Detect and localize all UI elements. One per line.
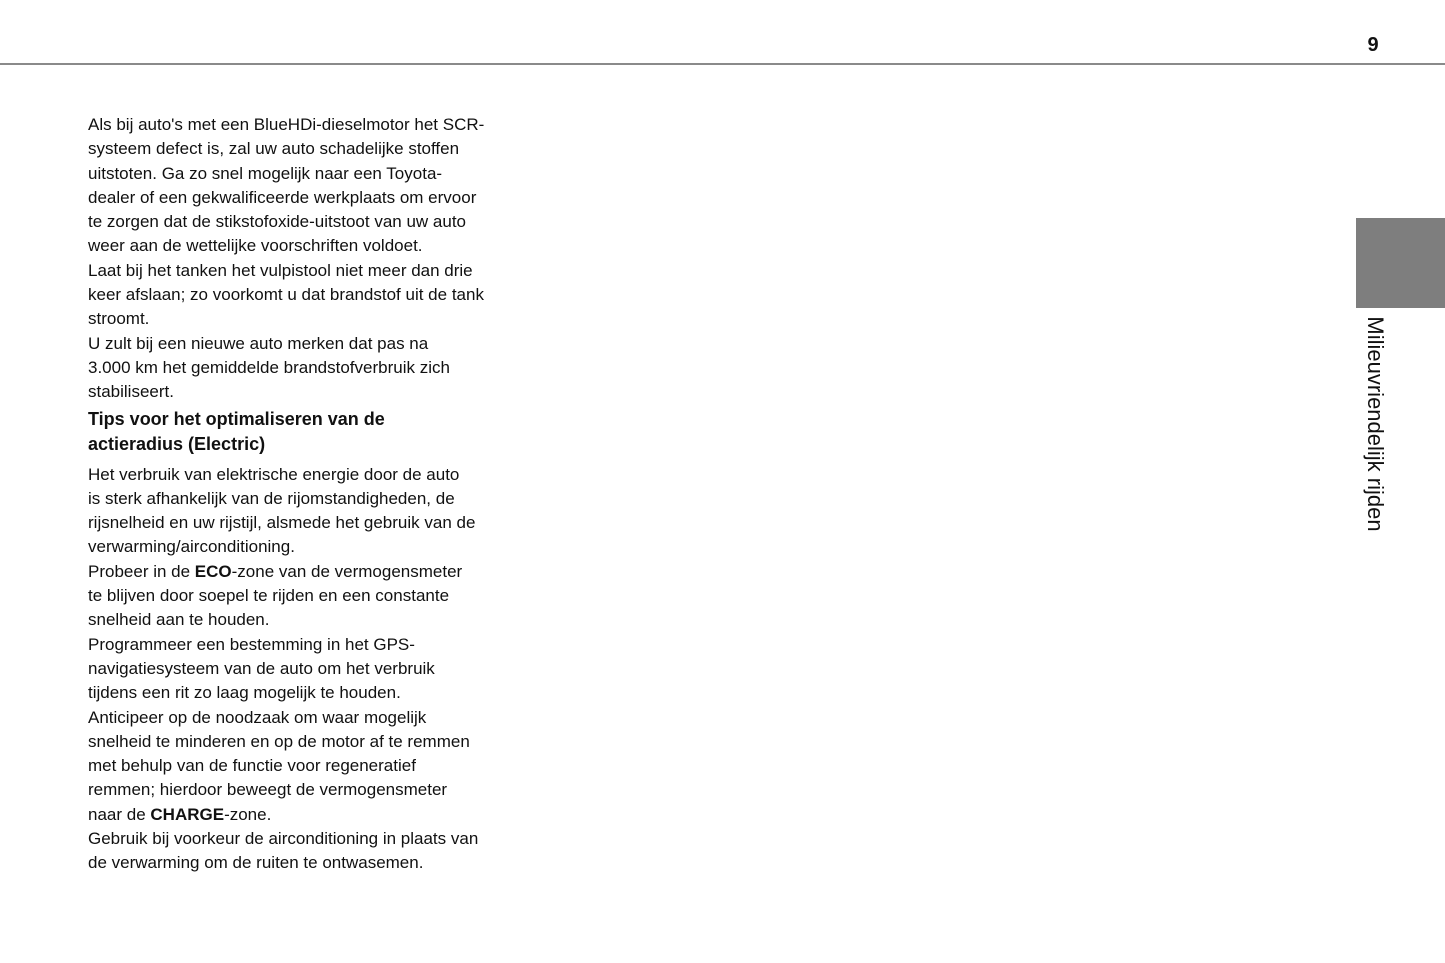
text-line: uitstoten. Ga zo snel mogelijk naar een Toyota- bbox=[88, 163, 443, 183]
text-line: te blijven door soepel te rijden en een constante bbox=[88, 586, 450, 606]
eco-term: ECO bbox=[194, 561, 232, 581]
text-line: de verwarming om de ruiten te ontwasemen. bbox=[88, 853, 424, 873]
text-line bbox=[88, 803, 498, 827]
text-line: te zorgen dat de stikstofoxide-uitstoot van uw auto bbox=[88, 212, 467, 232]
text-line: Laat bij het tanken het vulpistool niet meer dan drie bbox=[88, 260, 473, 280]
paragraph-regenerative-braking bbox=[88, 706, 498, 827]
main-content bbox=[88, 113, 498, 876]
text-line: Het verbruik van elektrische energie door de auto bbox=[88, 464, 460, 484]
charge-term: CHARGE bbox=[150, 804, 225, 824]
text-line: remmen; hierdoor beweegt de vermogensmeter bbox=[88, 780, 448, 800]
text-line: keer afslaan; zo voorkomt u dat brandstof uit de tank bbox=[88, 285, 484, 305]
text-line: dealer of een gekwalificeerde werkplaats om ervoor bbox=[88, 187, 477, 207]
text-line: snelheid te minderen en op de motor af te remmen bbox=[88, 731, 470, 751]
text-line: 3.000 km het gemiddelde brandstofverbruik zich bbox=[88, 357, 450, 377]
paragraph-refueling bbox=[88, 259, 498, 332]
section-heading-range-tips bbox=[88, 407, 498, 457]
text-fragment: -zone van de vermogensmeter bbox=[231, 561, 463, 581]
text-line: weer aan de wettelijke voorschriften voldoet. bbox=[88, 236, 423, 256]
text-line: is sterk afhankelijk van de rijomstandigheden, de bbox=[88, 488, 455, 508]
page-number: 9 bbox=[1367, 34, 1379, 56]
text-line: met behulp van de functie voor regeneratief bbox=[88, 756, 416, 776]
text-line: systeem defect is, zal uw auto schadelijke stoffen bbox=[88, 139, 460, 159]
text-fragment: Probeer in de bbox=[88, 561, 195, 581]
paragraph-new-car-consumption bbox=[88, 332, 498, 405]
text-line: Gebruik bij voorkeur de airconditioning in plaats van bbox=[88, 829, 479, 849]
paragraph-defogging bbox=[88, 827, 498, 876]
paragraph-energy-consumption bbox=[88, 463, 498, 560]
text-line bbox=[88, 560, 498, 584]
text-line: Programmeer een bestemming in het GPS- bbox=[88, 634, 415, 654]
chapter-tab bbox=[1356, 218, 1445, 308]
header-rule bbox=[0, 63, 1445, 65]
text-line: tijdens een rit zo laag mogelijk te houden. bbox=[88, 683, 401, 703]
text-fragment: -zone. bbox=[224, 804, 272, 824]
paragraph-gps-navigation bbox=[88, 633, 498, 706]
text-line: Anticipeer op de noodzaak om waar mogelijk bbox=[88, 707, 427, 727]
text-line: Als bij auto's met een BlueHDi-dieselmotor het SCR- bbox=[88, 115, 485, 134]
text-line: stabiliseert. bbox=[88, 382, 174, 402]
heading-line: actieradius (Electric) bbox=[88, 433, 266, 454]
text-line: stroomt. bbox=[88, 309, 150, 329]
paragraph-eco-zone bbox=[88, 560, 498, 633]
text-line: rijsnelheid en uw rijstijl, alsmede het gebruik van de bbox=[88, 513, 476, 533]
paragraph-scr-system bbox=[88, 113, 498, 259]
chapter-title: Milieuvriendelijk rijden bbox=[1363, 316, 1388, 532]
text-line: snelheid aan te houden. bbox=[88, 610, 270, 630]
text-line: U zult bij een nieuwe auto merken dat pas na bbox=[88, 333, 429, 353]
text-fragment: naar de bbox=[88, 804, 151, 824]
text-line: verwarming/airconditioning. bbox=[88, 537, 295, 557]
text-line: navigatiesysteem van de auto om het verbruik bbox=[88, 658, 435, 678]
heading-line: Tips voor het optimaliseren van de bbox=[88, 408, 385, 429]
